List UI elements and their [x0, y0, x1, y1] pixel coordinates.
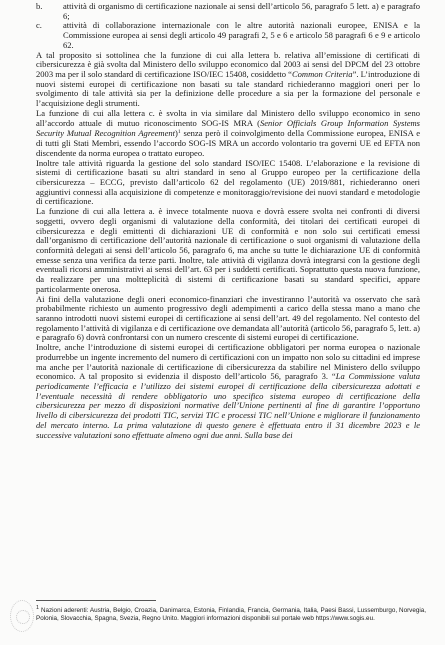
footnote-reference: 1: [177, 129, 181, 136]
paragraph-4: La funzione di cui alla lettera a. è invece totalmente nuova e dovrà essere svolta nei confronti di diversi soggetti, ovvero degli organismi di valutazione della conformità, dei titolari dei certificati europei di cibersicurezza e degli emittenti di dichiarazioni UE di conformità e non solo sui certificati emessi dall’organismo di certificazione dell’autorità nazionale di certificazione o suoi organismi di valutazione della conformità delegati ai sensi dell’articolo 56, paragrafo 6, ma anche su tutte le dichiarazione UE di conformità emesse senza una verifica da terze parti. Inoltre, tale attività di vigilanza dovrà integrarsi con la gestione degli eventuali ricorsi amministrativi ai sensi dell’art. 63 per i suddetti certificati. Soprattutto questa nuova funzione, da realizzare per una moltteplicità di sistemi di certificazione basati su standard specifici, appare particolarmente onerosa.: [36, 206, 420, 294]
list-item-text: attività di organismo di certificazione nazionale ai sensi dell’articolo 56, paragrafo 5 lett. a) e paragrafo 6;: [63, 1, 420, 21]
regulation-quote: La Commissione valuta periodicamente l’efficacia e l’utilizzo dei sistemi europei di certificazione della cibersicurezza adottati e l’eventuale necessità di rendere obbligatorio uno specifico sistema europeo di certificazione della cibersicurezza per mezzo di disposizioni normative dell’Unione pertinenti al fine di garantire l’opportuno livello di cibersicurezza dei prodotti TIC, servizi TIC e processi TIC nell’Unione e migliorare il funzionamento del mercato interno. La prima valutazione di questo genere è effettuata entro il 31 dicembre 2023 e le successive valutazioni sono effettuate almeno ogni due anni. Sulla base dei: [36, 371, 420, 440]
footnote-text: Nazioni aderenti: Austria, Belgio, Croazia, Danimarca, Estonia, Finlandia, Francia, Germania, Italia, Paesi Bassi, Lussemburgo, Norvegia, Polonia, Slovacchia, Spagna, Svezia, Regno Unito. Maggiori informazioni disponibili sul portale web https://www.sogis.eu.: [36, 607, 426, 622]
paragraph-3: Inoltre tale attività riguarda la gestione del solo standard ISO/IEC 15408. L’elaborazione e la revisione di sistemi di certificazione basati su altri standard in seno al Gruppo europeo per la certificazione della cibersicurezza – ECCG, previsto dall’articolo 62 del regolamento (UE) 2019/881, richiederanno oneri aggiuntivi connessi alla acquisizione di competenze e monitoraggio/revisione dei nuovi standard e metodologie di certificazione.: [36, 157, 420, 207]
list-marker: b.: [36, 1, 43, 11]
footnote-divider: [36, 600, 156, 601]
paragraph-5: Ai fini della valutazione degli oneri economico-finanziari che investiranno l’autorità va osservato che sarà probabilmente richiesto un aumento progressivo degli adempimenti a carico della stessa mano a mano che saranno introdotti nuovi sistemi europei di certificazione ai sensi dell’art. 49 del regolamento. Nel contesto del regolamento l’attività di vigilanza e di certificazione ove demandata all’autorità (articolo 56, paragrafo 5, lett. a) e paragrafo 6) dovrà confrontarsi con un numero crescente di sistemi europei di certificazione.: [36, 293, 420, 343]
paragraph-1: A tal proposito si sottolinea che la funzione di cui alla lettera b. relativa all’emissione di certificati di cibersicurezza è già svolta dal Ministero dello sviluppo economico dal 2003 ai sensi del DPCM del 23 ottobre 2003 ma per il solo standard di certificazione ISO/IEC 15408, cosiddetto “Common Criteria”. L’introduzione di nuovi sistemi europei di certificazione non basati su tale standard richiederanno maggiori oneri per lo svolgimento di tale attività sia per la definizione delle procedure a sia per la formazione del personale e l’acquisizione degli strumenti.: [36, 49, 420, 109]
paragraph-2: La funzione di cui alla lettera c. è svolta in via similare dal Ministero dello sviluppo economico in seno all’accordo attuale di mutuo riconoscimento SOG-IS MRA (Senior Officials Group Information Systems Security Mutual Recognition Agreement)$^1$ senza però il coinvolgimento della Commissione europea, ENISA e di tutti gli Stati Membri, essendo l’accordo SOG-IS MRA un accordo volontario tra governi UE ed EFTA non discendente da norma europea o trattato europeo.: [36, 107, 421, 158]
paragraph-6: Inoltre, anche l’introduzione di sistemi europei di certificazione obbligatori per norma europea o nazionale produrrebbe un ingente incremento del numero di certificazioni con un impatto non solo su cittadini ed imprese ma anche per l’autorità nazionale di certificazione di cibersicurezza da stabilire nel Ministero dello sviluppo economico. A tal proposito si evidenzia il disposto dell’articolo 56, paragrafo 3. “La Commissione valuta periodicamente l’efficacia e l’utilizzo dei sistemi europei di certificazione della cibersicurezza adottati e l’eventuale necessità di rendere obbligatorio uno specifico sistema europeo di certificazione della cibersicurezza per mezzo di disposizioni normative dell’Unione pertinenti al fine di garantire l’opportuno livello di cibersicurezza dei prodotti TIC, servizi TIC e processi TIC nell’Unione e migliorare il funzionamento del mercato interno. La prima valutazione di questo genere è effettuata entro il 31 dicembre 2023 e le successive valutazioni sono effettuate almeno ogni due anni. Sulla base dei: [36, 342, 420, 440]
list-item-text: attività di collaborazione internazionale con le altre autorità nazionali europee, ENISA e la Commissione europea ai sensi degli articolo 49 paragrafi 2, 5 e 6 e articolo 58 paragrafi 6 e 9 e articolo 62.: [63, 20, 420, 50]
footnote: [36, 604, 426, 623]
stamp-inner-icon: [16, 610, 30, 624]
list-item-c: [36, 21, 420, 50]
sogis-full-name: Senior Officials Group Information Systems Security Mutual Recognition Agreement: [36, 117, 421, 139]
list-item-b: [36, 2, 420, 21]
list-marker: c.: [36, 20, 42, 31]
body-text: [36, 2, 420, 440]
common-criteria-term: Common Criteria: [291, 69, 353, 80]
footnote-number: 1: [36, 605, 40, 611]
